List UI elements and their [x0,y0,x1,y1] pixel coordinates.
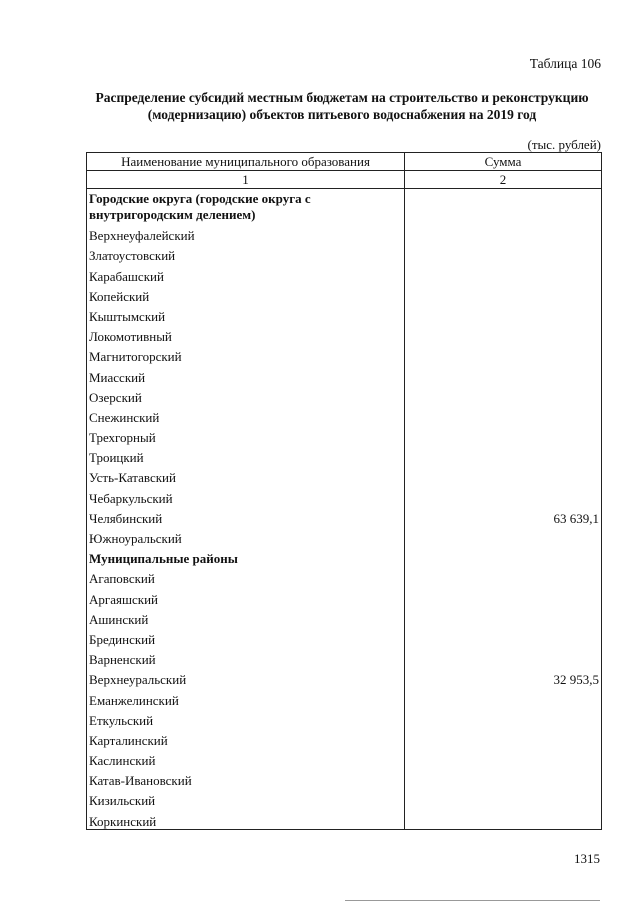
municipality-name: Снежинский [87,405,405,425]
amount-cell [405,607,602,627]
table-row [87,647,602,667]
table-row [87,405,602,425]
amount-cell: 32 953,5 [405,667,602,687]
table-row [87,425,602,445]
table-row [87,768,602,788]
header-row [87,153,602,171]
municipality-name: Карталинский [87,728,405,748]
amount-cell [405,223,602,243]
municipality-name: Еманжелинский [87,687,405,707]
table-row [87,364,602,384]
municipality-name: Аргаяшский [87,586,405,606]
municipality-name: Южноуральский [87,526,405,546]
amount-cell [405,324,602,344]
municipality-name: Златоустовский [87,243,405,263]
amount-cell [405,284,602,304]
table-row [87,189,602,224]
table-row [87,667,602,687]
municipality-name: Верхнеуфалейский [87,223,405,243]
column-number-1: 1 [87,171,405,189]
table-row [87,445,602,465]
amount-cell [405,566,602,586]
units-label: (тыс. рублей) [527,137,601,152]
table-row [87,546,602,566]
amount-cell [405,344,602,364]
amount-cell [405,768,602,788]
amount-cell [405,546,602,566]
table-row [87,324,602,344]
amount-cell [405,425,602,445]
amount-cell [405,728,602,748]
municipality-name: Верхнеуральский [87,667,405,687]
municipality-name: Городские округа (городские округа с внутригородским делением) [87,189,405,224]
table-row [87,708,602,728]
subsidy-table [86,152,602,830]
amount-cell [405,445,602,465]
amount-cell [405,526,602,546]
column-header-amount: Сумма [405,153,602,171]
municipality-name: Кизильский [87,788,405,808]
table-row [87,728,602,748]
column-number-row [87,171,602,189]
page-number: 1315 [574,851,600,866]
column-header-name: Наименование муниципального образования [87,153,405,171]
municipality-name: Еткульский [87,708,405,728]
amount-cell [405,465,602,485]
municipality-name: Троицкий [87,445,405,465]
municipality-name: Миасский [87,364,405,384]
amount-cell [405,243,602,263]
municipality-name: Усть-Катавский [87,465,405,485]
table-row [87,788,602,808]
table-row [87,344,602,364]
municipality-name: Кыштымский [87,304,405,324]
table-row [87,284,602,304]
municipality-name: Брединский [87,627,405,647]
table-row [87,385,602,405]
table-row [87,808,602,829]
municipality-name: Варненский [87,647,405,667]
amount-cell [405,808,602,829]
municipality-name: Озерский [87,385,405,405]
table-body [87,189,602,830]
amount-cell [405,189,602,224]
table-row [87,526,602,546]
bottom-divider [345,900,600,901]
amount-cell [405,748,602,768]
amount-cell [405,304,602,324]
municipality-name: Коркинский [87,808,405,829]
amount-cell [405,405,602,425]
amount-cell [405,788,602,808]
municipality-name: Челябинский [87,506,405,526]
municipality-name: Катав-Ивановский [87,768,405,788]
municipality-name: Каслинский [87,748,405,768]
table-row [87,465,602,485]
amount-cell [405,263,602,283]
table-row [87,687,602,707]
table-label: Таблица 106 [529,56,601,71]
table-row [87,485,602,505]
municipality-name: Чебаркульский [87,485,405,505]
municipality-name: Карабашский [87,263,405,283]
municipality-name: Копейский [87,284,405,304]
municipality-name: Локомотивный [87,324,405,344]
table-row [87,586,602,606]
amount-cell [405,586,602,606]
amount-cell [405,647,602,667]
amount-cell [405,485,602,505]
amount-cell [405,385,602,405]
amount-cell [405,708,602,728]
municipality-name: Трехгорный [87,425,405,445]
table-row [87,607,602,627]
amount-cell: 63 639,1 [405,506,602,526]
table-row [87,263,602,283]
table-row [87,223,602,243]
table-row [87,506,602,526]
municipality-name: Муниципальные районы [87,546,405,566]
amount-cell [405,687,602,707]
municipality-name: Магнитогорский [87,344,405,364]
table-row [87,304,602,324]
table-row [87,243,602,263]
amount-cell [405,627,602,647]
table-row [87,566,602,586]
document-title: Распределение субсидий местным бюджетам на строительство и реконструкцию (модернизацию) объектов питьевого водоснабжения на 2019 год [95,90,589,122]
column-number-2: 2 [405,171,602,189]
table-row [87,748,602,768]
amount-cell [405,364,602,384]
table-row [87,627,602,647]
municipality-name: Агаповский [87,566,405,586]
municipality-name: Ашинский [87,607,405,627]
